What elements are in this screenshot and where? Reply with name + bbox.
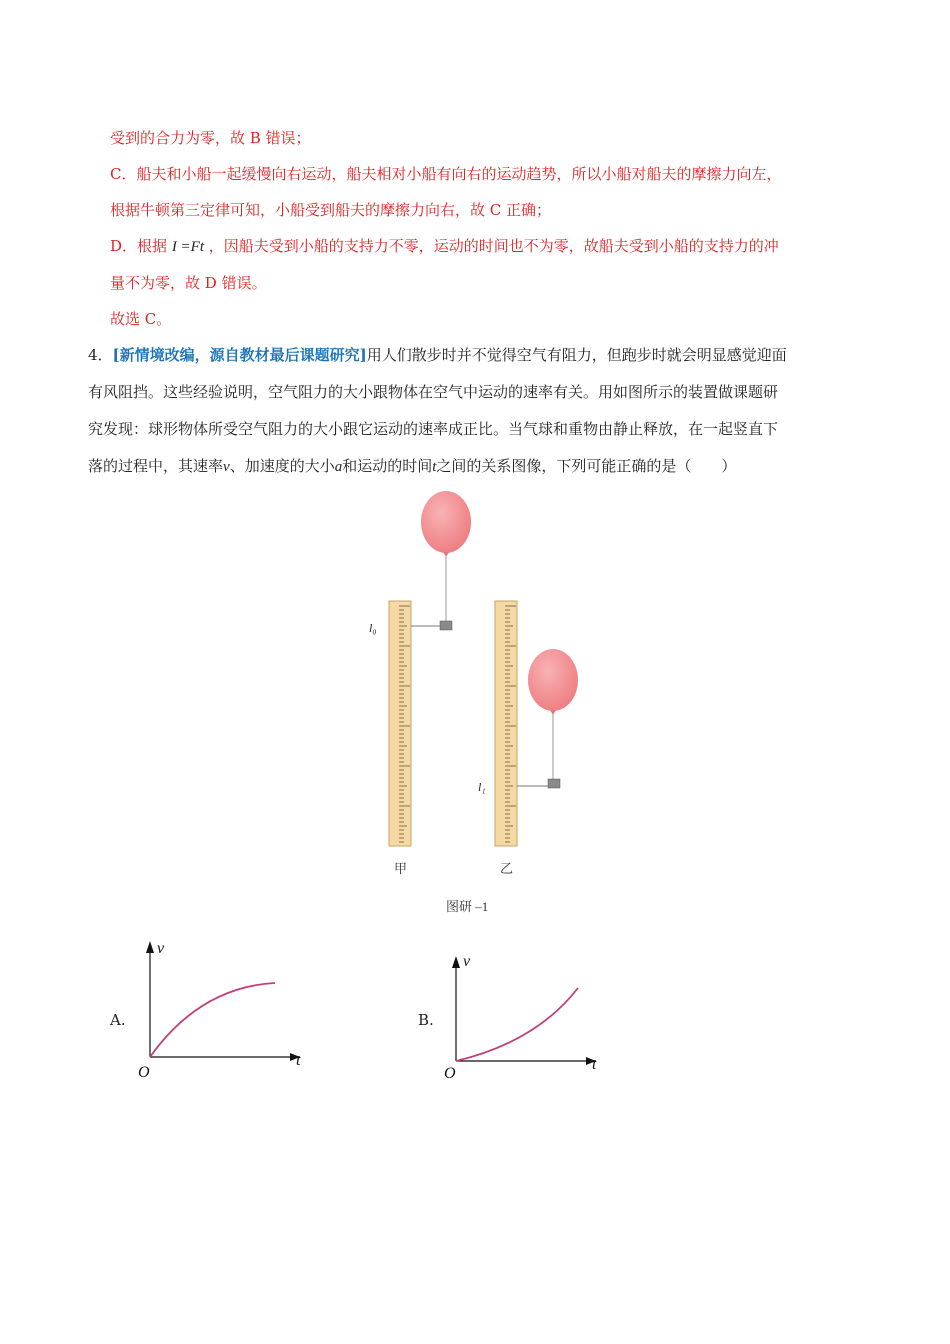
question-line-3: 究发现：球形物体所受空气阻力的大小跟它运动的速率成正比。当气球和重物由静止释放，在一起竖直下 [88, 420, 779, 438]
option-a-label: A. [110, 1011, 126, 1029]
label-jia: 甲 [394, 861, 408, 876]
question-text-4b: 、加速度的大小 [229, 457, 335, 475]
ruler-left [389, 601, 411, 846]
balloon-left [411, 491, 471, 630]
label-yi: 乙 [500, 861, 514, 876]
option-b-graph [436, 950, 616, 1085]
ruler-right [495, 601, 517, 846]
option-b-label: B. [418, 1011, 434, 1029]
answer-line-d2: 量不为零，故 D 错误。 [110, 274, 267, 292]
question-text-4c: 和运动的时间 [342, 457, 433, 475]
option-b-xlabel: t [592, 1056, 597, 1073]
answer-line-c2: 根据牛顿第三定律可知，小船受到船夫的摩擦力向右，故 C 正确； [110, 201, 552, 219]
question-text-4d: 之间的关系图像，下列可能正确的是（ ） [436, 457, 737, 475]
option-a-origin: O [138, 1064, 150, 1081]
figure-caption: 图研 –1 [446, 899, 489, 914]
mark-l0: l₀ [369, 621, 377, 635]
var-t: t [432, 459, 437, 475]
answer-line-1: 受到的合力为零，故 B 错误； [110, 129, 311, 147]
formula-impulse: I =Ft [171, 239, 205, 255]
balloon-right [517, 649, 578, 788]
option-a-xlabel: t [296, 1052, 301, 1069]
question-text-1: 用人们散步时并不觉得空气有阻力，但跑步时就会明显感觉迎面 [366, 346, 787, 364]
question-tag: [新情境改编，源自教材最后课题研究] [112, 346, 367, 364]
question-text-4a: 落的过程中，其速率 [88, 457, 224, 475]
answer-line-d1-rest: ，因船夫受到小船的支持力不零，运动的时间也不为零，故船夫受到小船的支持力的冲 [208, 237, 779, 255]
option-a-graph [130, 935, 320, 1085]
option-a-curve [150, 983, 275, 1057]
answer-line-d1-start: D．根据 [110, 237, 168, 255]
option-b-curve [456, 988, 578, 1061]
var-a: a [334, 459, 343, 475]
option-b-ylabel: v [463, 953, 471, 970]
answer-conclusion: 故选 C。 [110, 310, 172, 328]
option-a-ylabel: v [157, 940, 165, 957]
option-b-origin: O [444, 1065, 456, 1082]
question-number: 4． [88, 346, 113, 364]
question-line-2: 有风阻挡。这些经验说明，空气阻力的大小跟物体在空气中运动的速率有关。用如图所示的装置做课题研 [88, 383, 779, 401]
var-v: v [223, 459, 230, 475]
answer-line-c1: C．船夫和小船一起缓慢向右运动，船夫相对小船有向右的运动趋势，所以小船对船夫的摩擦力向左， [110, 165, 782, 183]
mark-l1: l₁ [478, 780, 486, 794]
